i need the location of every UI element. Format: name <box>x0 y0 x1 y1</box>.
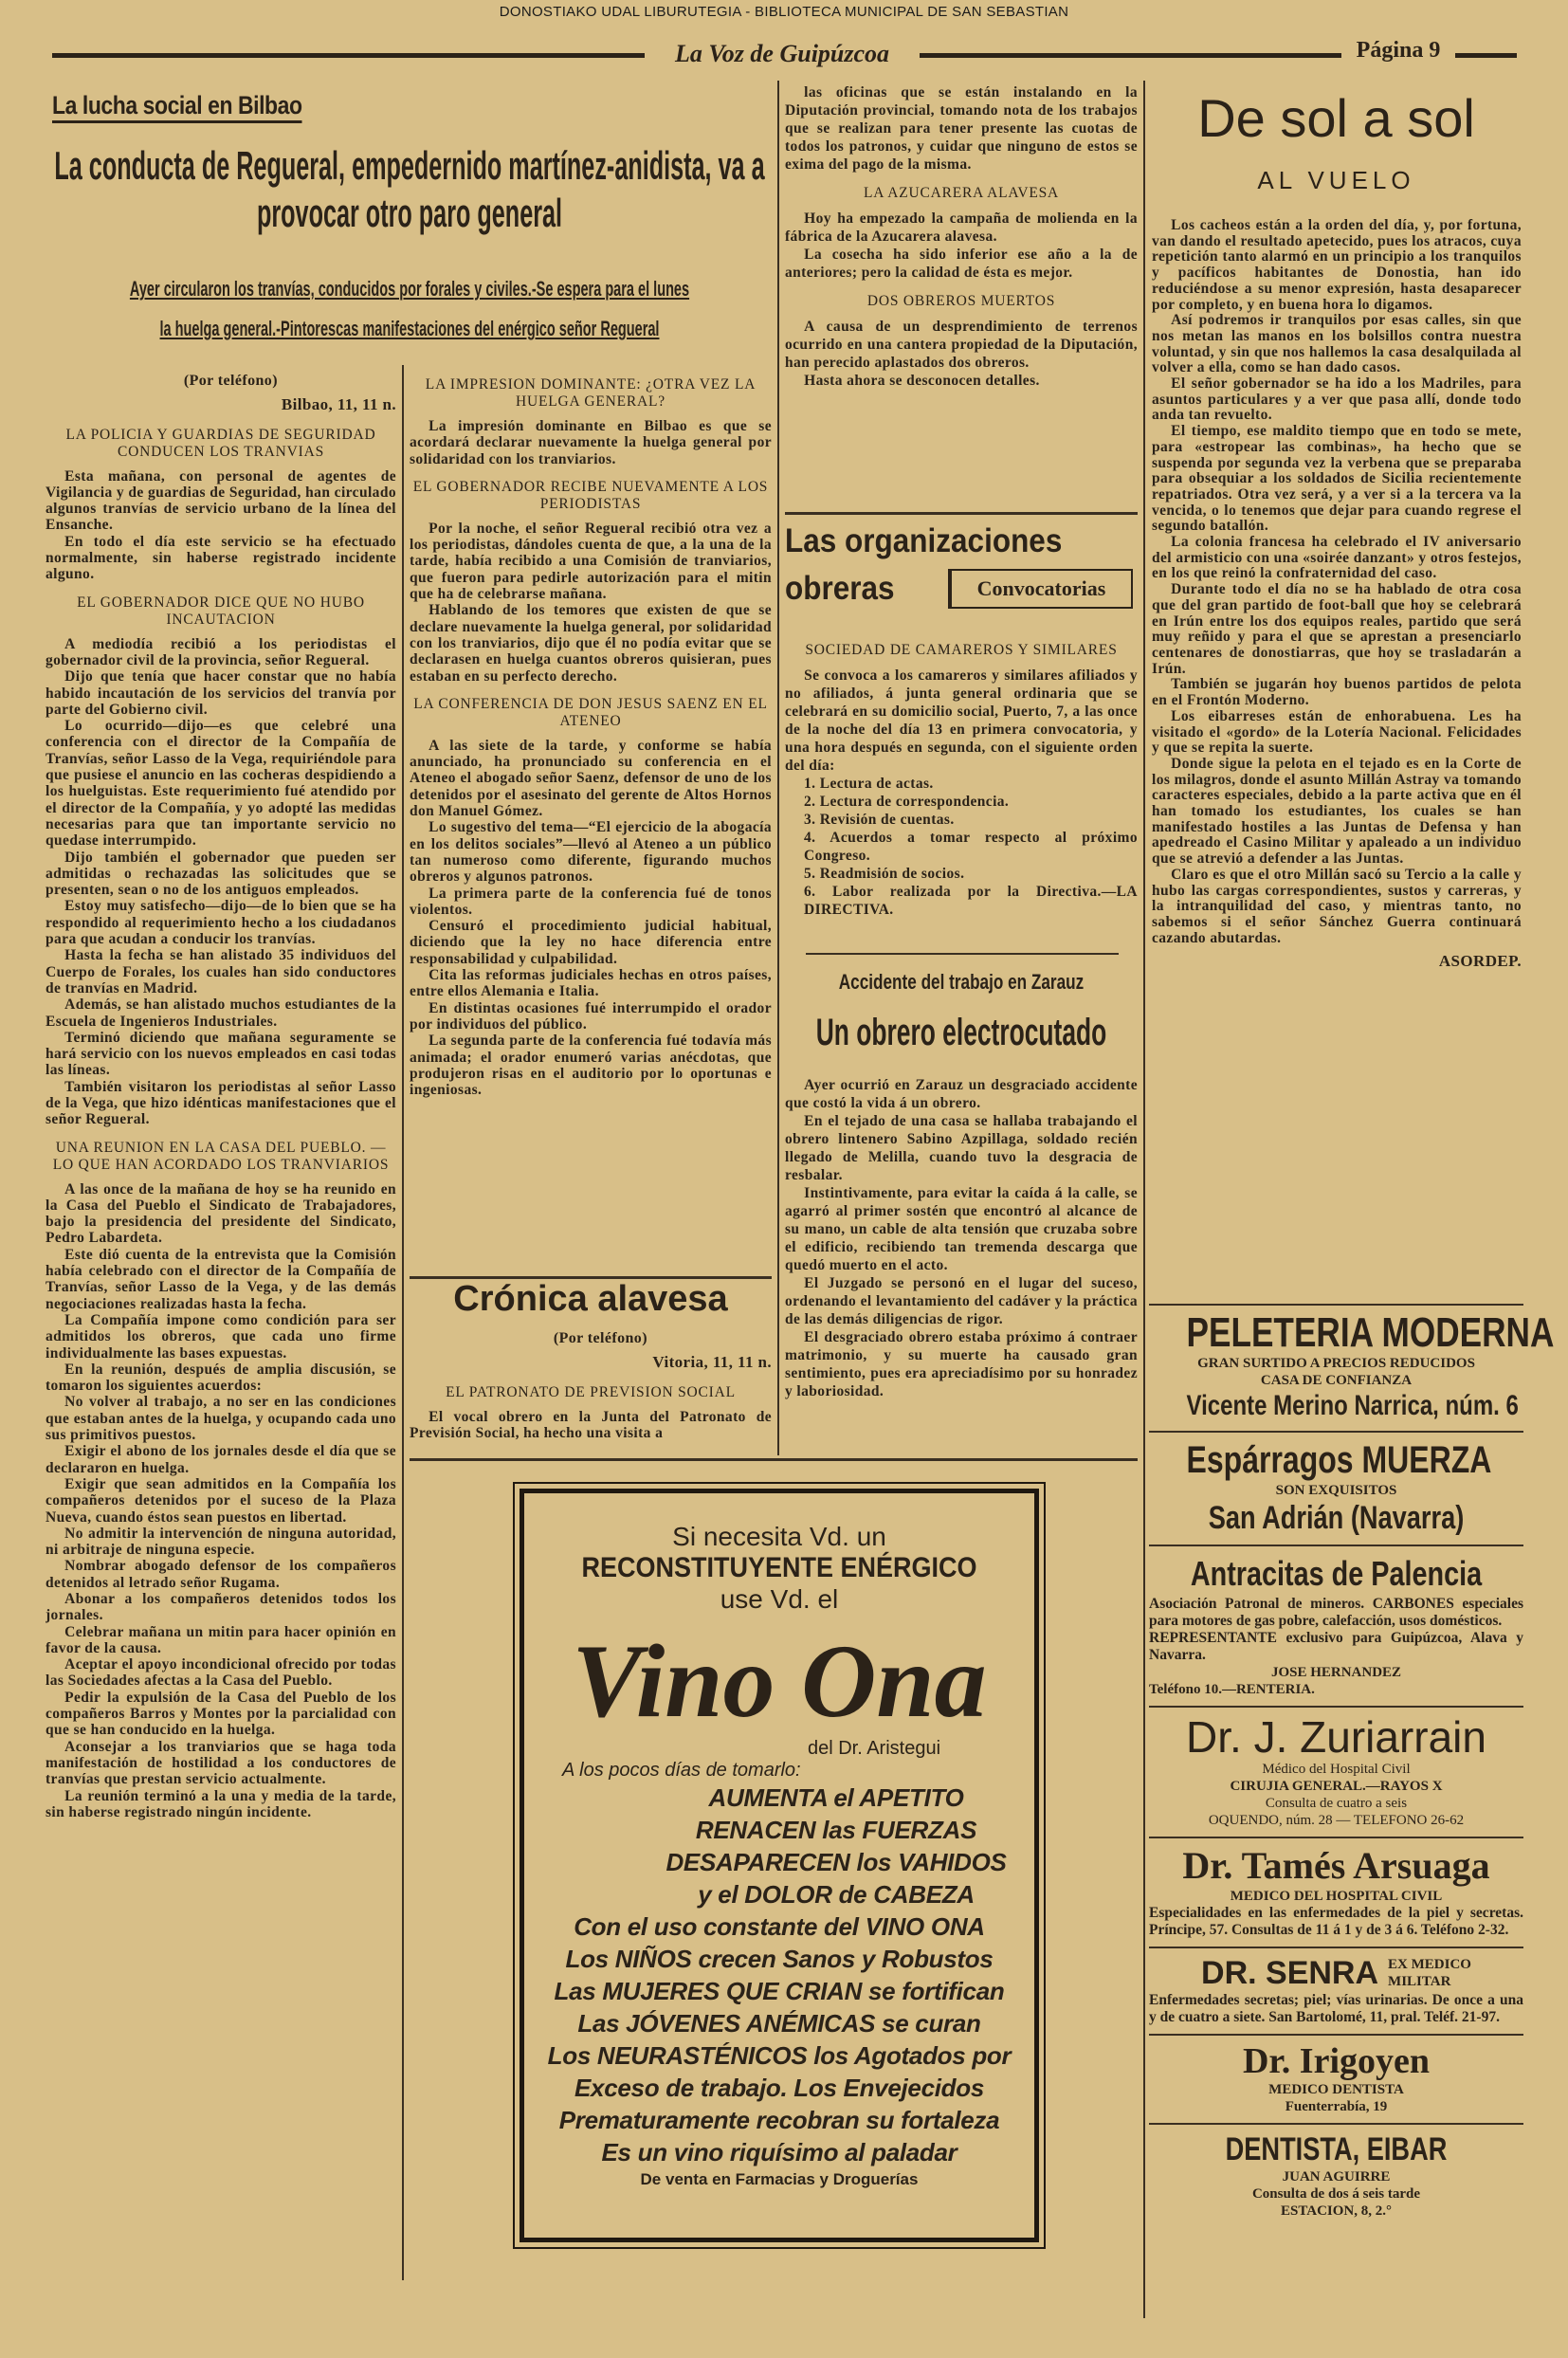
paragraph: La cosecha ha sido inferior ese año a la de anteriores; pero la calidad de ésta es mejor. <box>785 247 1138 281</box>
paragraph: Pedir la expulsión de la Casa del Pueblo de los compañeros Barros y Montes por la parcialidad con que se han conducido en la huelga. <box>46 1689 396 1739</box>
paragraph: Terminó diciendo que mañana seguramente se hará servicio con los nuevos empleados en casi todas las líneas. <box>46 1029 396 1079</box>
cronica-alavesa-continued <box>785 83 1138 501</box>
ad-line: Consulta de cuatro a seis <box>1265 1796 1408 1811</box>
paragraph: Celebrar mañana un mitin para hacer opinión en favor de la causa. <box>46 1623 396 1656</box>
section-heading: LA POLICIA Y GUARDIAS DE SEGURIDAD CONDUCEN LOS TRANVIAS <box>65 426 376 460</box>
wine-ad-line: RECONSTITUYENTE ENÉRGICO <box>581 1552 977 1583</box>
ad-text: Enfermedades secretas; piel; vías urinarias. De once a una y de cuatro a siete. San Bartolomé, 11, pral. Teléf. 21-97. <box>1149 1992 1523 2025</box>
ad-line: Consulta de dos á seis tarde <box>1251 2186 1421 2202</box>
paragraph: Lo ocurrido—dijo—es que celebré una conferencia con el director de la Compañía de Tranvías, señor Lasso de la Vega, requiriéndole para que pusiese el anuncio en las cocheras despidiendo a los huelguistas. Este requerimiento fué atendido por el director de la Compañía, y yo adopté las medidas necesarias para que tan importante servicio no quedase interrumpido. <box>46 718 396 850</box>
article-column-1 <box>46 365 396 2280</box>
ad-title: PELETERIA MODERNA <box>1186 1309 1555 1356</box>
wine-ad-line: y el DOLOR de CABEZA <box>698 1880 975 1909</box>
paragraph: A mediodía recibió a los periodistas el gobernador civil de la provincia, señor Regueral. <box>46 635 396 668</box>
paragraph: Donde sigue la pelota en el tejado es en la Corte de los milagros, donde el asunto Millán Astray va tomando caracteres especiales, debido a la parte activa que en él han tomado los estudiantes, los cuales se han manifestado hostiles a las Juntas de Defensa y han apedreado el Casino Militar y apaleado a un individuo que se atrevió a defender a las Juntas. <box>1152 755 1522 868</box>
ad-line: JUAN AGUIRRE <box>1282 2169 1391 2184</box>
paragraph: Este dió cuenta de la entrevista que la Comisión había celebrado con el director de la Compañía de Tranvías, señor Lasso de la Vega, y de las demás negociaciones realizadas hasta la fecha. <box>46 1246 396 1312</box>
paragraph: Hablando de los temores que existen de que se declare nuevamente la huelga general, por solidaridad con los tranviarios, dijo que él no podía evitar que se declarasen en huelga cuantos obreros quisieran, pues estaban en su perfecto derecho. <box>410 602 772 685</box>
paragraph: En todo el día este servicio se ha efectuado normalmente, sin haberse registrado incidente alguno. <box>46 533 396 583</box>
paragraph: Nombrar abogado defensor de los compañeros detenidos al letrado señor Rugama. <box>46 1558 396 1591</box>
ad-title: Antracitas de Palencia <box>1190 1554 1483 1593</box>
paragraph: Los eibarreses están de enhorabuena. Les ha visitado el «gordo» de la Lotería Nacional. Felicidades y que se repita la suerte. <box>1152 707 1522 757</box>
dateline: (Por teléfono) <box>183 373 278 389</box>
paragraph: El Juzgado se personó en el lugar del suceso, ordenando el levantamiento del cadáver y la práctica de las demás diligencias de rigor. <box>785 1275 1138 1327</box>
paragraph: En el tejado de una casa se hallaba trabajando el obrero lintenero Sabino Azpillaga, soldado recién llegado de Melilla, cuando tuvo la desgracia de resbalar. <box>785 1113 1138 1183</box>
paragraph: La Compañía impone como condición para ser admitidos los obreros, que cada uno firme individualmente las bases expuestas. <box>46 1311 396 1362</box>
paragraph: A las siete de la tarde, y conforme se había anunciado, ha pronunciado su conferencia en el Ateneo el abogado señor Saenz, defensor de uno de los detenidos por el asesinato del gerente de Altos Hornos don Manuel Gómez. <box>410 737 772 820</box>
paragraph: Hasta la fecha se han alistado 35 individuos del Cuerpo de Forales, los cuales han sido conductores de tranvías en Madrid. <box>46 947 396 996</box>
ad-title: Dr. J. Zuriarrain <box>1186 1712 1486 1762</box>
wine-ad-line: Los NEURASTÉNICOS los Agotados por <box>547 2041 1012 2070</box>
dateline: Bilbao, 11, 11 n. <box>281 395 396 414</box>
ad-title: DR. SENRA <box>1201 1955 1379 1991</box>
zarauz-body <box>785 1076 1138 1451</box>
section-heading: UNA REUNION EN LA CASA DEL PUEBLO. —LO QUE HAN ACORDADO LOS TRANVIARIOS <box>52 1139 390 1173</box>
ad-title: Dr. Tamés Arsuaga <box>1182 1844 1490 1887</box>
paragraph: Instintivamente, para evitar la caída á la calle, se agarró al primer sostén que encontró al alcance de su mano, un cable de alta tensión que cruzaba sobre el edificio, recibiendo tan tremenda descarga que quedó muerto en el acto. <box>785 1185 1138 1273</box>
ad-title: Dr. Irigoyen <box>1242 2041 1431 2081</box>
agenda-item: 4. Acuerdos a tomar respecto al próximo Congreso. <box>804 830 1138 864</box>
paragraph: También se jugarán hoy buenos partidos de pelota en el Frontón Moderno. <box>1152 676 1522 709</box>
ad-line: JOSE HERNANDEZ <box>1270 1665 1402 1680</box>
agenda-item: 2. Lectura de correspondencia. <box>804 794 1010 810</box>
paragraph: No admitir la intervención de ninguna autoridad, ni arbitraje de ninguna especie. <box>46 1525 396 1559</box>
ad-line: MEDICO DENTISTA <box>1268 2082 1404 2097</box>
paragraph: Además, se han alistado muchos estudiantes de la Escuela de Ingenieros Industriales. <box>46 996 396 1030</box>
wine-ad-line: Los NIÑOS crecen Sanos y Robustos <box>565 1945 994 1973</box>
wine-ad-line: Exceso de trabajo. Los Envejecidos <box>574 2074 984 2102</box>
ad-line: Teléfono 10.—RENTERIA. <box>1149 1682 1315 1697</box>
wine-ad-line: del Dr. Aristegui <box>807 1738 941 1759</box>
ad-text: Especialidades en las enfermedades de la piel y secretas. Príncipe, 57. Consultas de 11 á 1 y de 3 á 6. Teléfono 2-32. <box>1149 1905 1523 1938</box>
zarauz-headline: Un obrero electrocutado <box>815 1012 1107 1053</box>
ad-dentista-eibar <box>1149 2123 1523 2227</box>
paragraph: La impresión dominante en Bilbao es que se acordará declarar nuevamente la huelga general por solidaridad con los tranviarios. <box>410 418 772 467</box>
wine-ad-line: AUMENTA el APETITO <box>708 1783 964 1812</box>
paragraph: Lo sugestivo del tema—“El ejercicio de la abogacía en los delitos sociales”—llevó al Ateneo a un público tan numeroso como diferente, figurando muchos obreros y algunos patronos. <box>410 819 772 886</box>
al-vuelo-subtitle: AL VUELO <box>1257 166 1415 194</box>
organizaciones-title: Las organizaciones obreras <box>785 522 1063 607</box>
ad-line: MILITAR <box>1388 1974 1451 1989</box>
wine-ad-line: Es un vino riquísimo al paladar <box>601 2138 957 2166</box>
wine-ad-line: RENACEN las FUERZAS <box>695 1816 977 1844</box>
paragraph: Exigir que sean admitidos en la Compañía los compañeros detenidos por el suceso de la Plaza Nueva, cuando éstos sean puestos en libertad. <box>46 1475 396 1526</box>
ad-dr-irigoyen <box>1149 2034 1523 2123</box>
section-kicker: La lucha social en Bilbao <box>52 91 302 123</box>
ad-esparragos-muerza <box>1149 1431 1523 1545</box>
ad-title: Espárragos MUERZA <box>1186 1439 1492 1481</box>
newspaper-masthead: La Voz de Guipúzcoa <box>645 40 920 68</box>
paragraph: Claro es que el otro Millán sacó su Tercio a la calle y hubo las cargas correspondientes, sustos y carreras, y la intranquilidad del caso, y mientras tanto, no sabemos si el señor Sánchez Guerra continuará cazando abutardas. <box>1152 866 1522 946</box>
paragraph: El vocal obrero en la Junta del Patronato de Previsión Social, ha hecho una visita a <box>410 1408 772 1441</box>
paragraph: A causa de un desprendimiento de terrenos ocurrido en una cantera propiedad de la Diputación, han perecido aplastados dos obreros. <box>785 319 1138 371</box>
paragraph: Censuró el procedimiento judicial habitual, diciendo que la ley no hace diferencia entre responsabilidad y culpabilidad. <box>410 918 772 967</box>
ad-line: Vicente Merino Narrica, núm. 6 <box>1186 1390 1519 1421</box>
section-heading: SOCIEDAD DE CAMAREROS Y SIMILARES <box>805 642 1118 658</box>
subheadline-1: Ayer circularon los tranvías, conducidos por forales y civiles.-Se espera para el lunes <box>129 277 690 301</box>
paragraph: Exigir el abono de los jornales desde el día que se declararon en huelga. <box>46 1443 396 1476</box>
paragraph: Dijo que tenía que hacer constar que no había habido incautación de los servicios del tranvía por parte del Gobierno civil. <box>46 668 396 718</box>
ad-dr-zuriarrain <box>1149 1706 1523 1837</box>
paragraph: El señor gobernador se ha ido a los Madriles, para asuntos particulares y a ver que pasa allí, donde todo anda tan revuelto. <box>1152 375 1522 424</box>
ad-antracitas-palencia <box>1149 1545 1523 1706</box>
dateline: ASORDEP. <box>1438 952 1522 971</box>
wine-ad-line: Las MUJERES QUE CRIAN se fortifican <box>554 1977 1005 2005</box>
main-headline: La conducta de Regueral, empedernido martínez-anidista, va a provocar otro paro general <box>54 143 765 235</box>
dateline: Vitoria, 11, 11 n. <box>652 1353 772 1372</box>
column-divider <box>402 365 404 2280</box>
agenda-item: 6. Labor realizada por la Directiva.—LA DIRECTIVA. <box>804 884 1138 918</box>
ad-line: CASA DE CONFIANZA <box>1260 1373 1413 1388</box>
paragraph: La segunda parte de la conferencia fué todavía más animada; el orador enumeró varias anécdotas, que produjeron risas en el auditorio por lo oportunas e ingeniosas. <box>410 1033 772 1099</box>
convocatorias-box: Convocatorias <box>948 569 1133 609</box>
ad-line: Médico del Hospital Civil <box>1262 1762 1411 1777</box>
paragraph: No volver al trabajo, a no ser en las condiciones que estaban antes de la huelga, y ocupando cada uno sus primitivos puestos. <box>46 1394 396 1444</box>
paragraph: Así podremos ir tranquilos por esas calles, sin que nos metan las manos en los bolsillos contra nuestra voluntad, y sin que nos hallemos la casa desalquilada al volver a ella, como se han dado casos. <box>1152 312 1522 376</box>
paragraph: Estoy muy satisfecho—dijo—de lo bien que se ha respondido al requerimiento hecho a los ciudadanos para que acudan a conducir los tranvías. <box>46 898 396 948</box>
article-column-2 <box>410 365 772 1270</box>
section-rule <box>410 1458 1138 1461</box>
paragraph: También visitaron los periodistas al señor Lasso de la Vega, que hizo idénticas manifestaciones que el señor Regueral. <box>46 1078 396 1128</box>
wine-ad-line: Las JÓVENES ANÉMICAS se curan <box>577 2009 981 2038</box>
section-heading: LA IMPRESION DOMINANTE: ¿OTRA VEZ LA HUELGA GENERAL? <box>425 376 757 410</box>
organizaciones-body <box>785 631 1138 943</box>
ad-dr-tames-arsuaga <box>1149 1837 1523 1947</box>
agenda-item: 5. Readmisión de socios. <box>804 866 965 882</box>
ad-peleteria-moderna <box>1149 1304 1555 1431</box>
vino-ona-logo: Vino Ona <box>572 1623 987 1739</box>
paragraph: En distintas ocasiones fué interrumpido el orador por individuos del público. <box>410 999 772 1033</box>
paragraph: La reunión terminó a la una y media de la tarde, sin haberse registrado ningún incidente. <box>46 1787 396 1820</box>
paragraph: Hoy ha empezado la campaña de molienda en la fábrica de la Azucarera alavesa. <box>785 210 1138 245</box>
paragraph: Los cacheos están a la orden del día, y, por fortuna, van dando el resultado apetecido, pues los atracos, cuya repetición tanto alarmó en un principio a los tranquilos y pacíficos habitantes de Donostia, han ido reduciéndose a su menor expresión, hasta desaparecer por completo, y en buena hora lo digamos. <box>1152 218 1522 313</box>
section-heading: EL PATRONATO DE PREVISION SOCIAL <box>446 1383 736 1400</box>
wine-ad-line: use Vd. el <box>720 1584 839 1614</box>
ad-line: CIRUJIA GENERAL.—RAYOS X <box>1230 1779 1443 1794</box>
ad-title: DENTISTA, EIBAR <box>1225 2131 1448 2167</box>
section-heading: DOS OBREROS MUERTOS <box>866 293 1056 309</box>
paragraph: Por la noche, el señor Regueral recibió otra vez a los periodistas, dándoles cuenta de que, a la una de la tarde, había recibido a una Comisión de tranviarios, que fueron para pedirle autorización para el mitin que ha de celebrarse mañana. <box>410 520 772 603</box>
library-banner: DONOSTIAKO UDAL LIBURUTEGIA - BIBLIOTECA MUNICIPAL DE SAN SEBASTIAN <box>499 4 1069 20</box>
subheadline-2: la huelga general.-Pintorescas manifestaciones del enérgico señor Regueral <box>159 317 660 340</box>
paragraph: Se convoca a los camareros y similares afiliados y no afiliados, á junta general ordinaria que se celebrará en su domicilio social, Puerto, 7, a las once de la noche del día 13 en primera convocatoria, y una hora después en segunda, con el siguiente orden del día: <box>785 667 1138 774</box>
section-rule <box>785 512 1138 515</box>
ad-line: GRAN SURTIDO A PRECIOS REDUCIDOS <box>1197 1356 1475 1371</box>
paragraph: las oficinas que se están instalando en la Diputación provincial, tomando nota de los trabajos que se realizan para tener presente las cuotas de todos los patronos, y cuidar que ninguno de estos se exima del pago de la misma. <box>785 84 1138 173</box>
paragraph: El tiempo, ese maldito tiempo que en todo se mete, para «estropear las combinas», ha hecho que se suspenda por segunda vez la verbena que se preparaba para obsequiar a los soldados de Sicilia recientemente repatriados. Otra vez será, y a ver si a la tercera va la vencida, o lo tenemos que dejar para cuando regrese el segundo batallón. <box>1152 423 1522 535</box>
paragraph: En la reunión, después de amplia discusión, se tomaron los siguientes acuerdos: <box>46 1361 396 1395</box>
wine-ad-line: Con el uso constante del VINO ONA <box>574 1912 985 1941</box>
paragraph: Ayer ocurrió en Zarauz un desgraciado accidente que costó la vida á un obrero. <box>785 1077 1138 1111</box>
ad-line: OQUENDO, núm. 28 — TELEFONO 26-62 <box>1208 1813 1465 1828</box>
page-number: Página 9 <box>1341 38 1455 64</box>
ad-text: Asociación Patronal de mineros. CARBONES especiales para motores de gas pobre, calefacción, usos domésticos. <box>1149 1596 1523 1629</box>
wine-ad-line: A los pocos días de tomarlo: <box>562 1760 801 1781</box>
de-sol-a-sol-title: De sol a sol <box>1197 88 1475 148</box>
paragraph: La colonia francesa ha celebrado el IV aniversario del armisticio con una «soirée danzant» y otros festejos, en los que reinó la confraternidad del caso. <box>1152 534 1522 582</box>
ad-line: SON EXQUISITOS <box>1275 1483 1397 1498</box>
paragraph: Cita las reformas judiciales hechas en otros países, entre ellos Alemania e Italia. <box>410 967 772 1000</box>
ad-dr-senra <box>1149 1947 1523 2034</box>
section-heading: LA AZUCARERA ALAVESA <box>863 185 1060 201</box>
zarauz-kicker: Accidente del trabajo en Zarauz <box>838 970 1085 994</box>
ad-line: San Adrián (Navarra) <box>1208 1500 1465 1536</box>
paragraph: Dijo también el gobernador que pueden ser admitidas o rechazadas las solicitudes que se presenten, sean o no de los antiguos empleados. <box>46 849 396 899</box>
wine-ad-line: Si necesita Vd. un <box>672 1522 886 1551</box>
ad-line: Fuenterrabía, 19 <box>1285 2099 1388 2114</box>
section-heading: EL GOBERNADOR DICE QUE NO HUBO INCAUTACION <box>77 594 365 628</box>
paragraph: Aceptar el apoyo incondicional ofrecido por todas las Sociedades afectas a la Casa del Pueblo. <box>46 1656 396 1690</box>
paragraph: La primera parte de la conferencia fué de tonos violentos. <box>410 885 772 918</box>
dateline: (Por teléfono) <box>553 1330 647 1346</box>
section-heading: EL GOBERNADOR RECIBE NUEVAMENTE A LOS PERIODISTAS <box>412 478 769 512</box>
wine-ad-line: DESAPARECEN los VAHIDOS <box>665 1848 1007 1876</box>
cronica-alavesa-body <box>410 1323 772 1455</box>
wine-ad-line: Prematuramente recobran su fortaleza <box>558 2106 1000 2134</box>
column-divider <box>777 81 779 1455</box>
ad-line: EX MEDICO <box>1388 1957 1471 1972</box>
vino-ona-advertisement <box>520 1489 1039 2242</box>
de-sol-a-sol-body <box>1152 218 1522 1294</box>
section-heading: LA CONFERENCIA DE DON JESUS SAENZ EN EL ATENEO <box>413 695 768 729</box>
paragraph: Abonar a los compañeros detenidos todos los jornales. <box>46 1591 396 1624</box>
classified-ads <box>1149 1304 1555 2227</box>
paragraph: Aconsejar a los tranviarios que se haga toda manifestación de hostilidad a los conductores de tranvías que prestan servicio actualmente. <box>46 1738 396 1788</box>
ad-line: MEDICO DEL HOSPITAL CIVIL <box>1230 1889 1443 1904</box>
paragraph: Esta mañana, con personal de agentes de Vigilancia y de guardias de Seguridad, han circulado algunos tranvías de servicio urbano de la línea del Ensanche. <box>46 467 396 534</box>
ad-line: ESTACION, 8, 2.° <box>1281 2203 1392 2219</box>
ad-text: REPRESENTANTE exclusivo para Guipúzcoa, Alava y Navarra. <box>1149 1630 1523 1663</box>
cronica-alavesa-title: Crónica alavesa <box>453 1279 728 1319</box>
agenda-item: 3. Revisión de cuentas. <box>804 812 955 828</box>
column-divider <box>1143 81 1145 2318</box>
paragraph: A las once de la mañana de hoy se ha reunido en la Casa del Pueblo el Sindicato de Trabajadores, bajo la presidencia del presidente del Sindicato, Pedro Labardeta. <box>46 1180 396 1247</box>
paragraph: Durante todo el día no se ha hablado de otra cosa que del gran partido de foot-ball que hoy se celebrará en Irún entre los dos equipos reales, partido que será muy reñido y para el que se aprestan a presenciarlo centenares de donostiarras, que hoy se trasladarán a Irún. <box>1152 581 1522 677</box>
agenda-item: 1. Lectura de actas. <box>804 776 934 792</box>
ornamental-rule <box>806 953 1119 955</box>
paragraph: El desgraciado obrero estaba próximo á contraer matrimonio, y su muerte ha causado gran sentimiento, pues era apreciadísimo por su honradez y laboriosidad. <box>785 1329 1138 1399</box>
paragraph: Hasta ahora se desconocen detalles. <box>804 373 1040 389</box>
wine-ad-footer: De venta en Farmacias y Droguerías <box>640 2170 919 2188</box>
